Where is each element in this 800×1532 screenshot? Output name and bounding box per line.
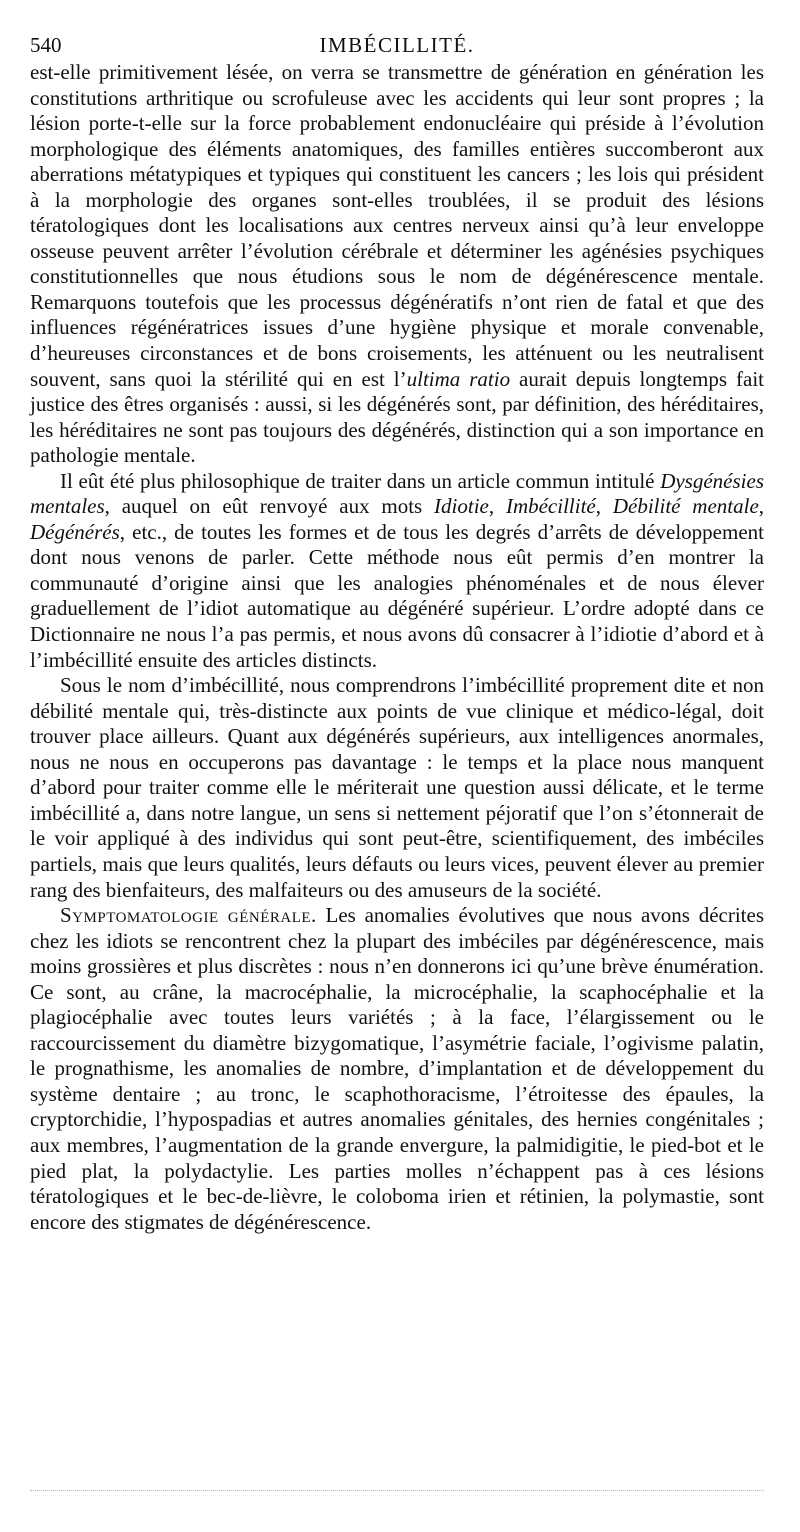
paragraph-symptomatologie — [30, 903, 764, 1235]
book-page — [30, 30, 764, 1235]
italic-imbecillite: Imbécillité — [505, 494, 596, 519]
body-text — [30, 60, 764, 1235]
paragraph-3-text: Sous le nom d’imbécillité, nous comprendrons l’imbécillité proprement dite et non débilité mentale qui, très-distincte aux points de vue clinique et médico-légal, doit trouver place ailleurs. Quant aux dégénérés supérieurs, aux intelligences anormales, nous ne nous en occuperons pas davantage : le temps et la place nous manquent d’abord pour traiter comme elle le mériterait une question aussi délicate, et le terme imbécillité a, dans notre langue, un sens si nettement péjoratif que l’on s’étonnerait de le voir appliqué à des individus qui sont peut-être, scientifiquement, des imbéciles partiels, mais que leurs qualités, leurs défauts ou leurs vices, peuvent élever au premier rang des bienfaiteurs, des malfaiteurs ou des amuseurs de la société. — [30, 673, 764, 902]
italic-dysgenesies: Dysgénésies mentales — [30, 468, 764, 519]
running-title: IMBÉCILLITÉ. — [319, 33, 475, 57]
paragraph-2-text-f: , etc., de toutes les formes et de tous les degrés d’arrêts de développement dont nous venons de parler. Cette méthode nous eût permis d’en montrer la communauté d’origine ainsi que les analogies phénoménales et de nous élever graduellement de l’idiot automatique au dégénéré supérieur. L’ordre adopté dans ce Dictionnaire ne nous l’a pas permis, et nous avons dû consacrer à l’idiotie d’abord et à l’imbécillité ensuite des articles distincts. — [30, 519, 764, 672]
paragraph-dysgenesies — [30, 469, 764, 673]
paragraph-2-text-b: , auquel on eût renvoyé aux mots — [104, 494, 435, 519]
page-number: 540 — [30, 33, 62, 57]
running-head — [30, 30, 764, 60]
italic-idiotie: Idiotie — [434, 494, 489, 519]
paragraph-continuation — [30, 60, 764, 469]
italic-debilite-mentale: Débilité mentale — [612, 494, 759, 519]
paragraph-2-text-e: , — [758, 494, 765, 519]
paragraph-imbecillite — [30, 673, 764, 903]
paragraph-4-text: Les anomalies évolutives que nous avons décrites chez les idiots se rencontrent chez la plupart des imbéciles par dégénérescence, mais moins grossières et plus discrètes : nous n’en donnerons ici qu’une brève énumération. Ce sont, au crâne, la macrocéphalie, la microcéphalie, la scaphocéphalie et la plagiocéphalie avec toutes leurs variétés ; à la face, l’élargissement ou le raccourcissement du diamètre bizygomatique, l’asymétrie faciale, l’ogivisme palatin, le prognathisme, les anomalies de nombre, d’implantation et de développement du système dentaire ; au tronc, le scaphothoracisme, l’étroitesse des épaules, la cryptorchidie, l’hypospadias et autres anomalies génitales, des hernies congénitales ; aux membres, l’augmentation de la grande envergure, la palmidigitie, le pied-bot et le pied plat, la polydactylie. Les parties molles n’échappent pas à ces lésions tératologiques et le bec-de-lièvre, le coloboma irien et rétinien, la polymastie, sont encore des stigmates de dégénérescence. — [30, 903, 764, 1234]
paragraph-1-text-b: aurait depuis longtemps fait justice des êtres organisés : aussi, si les dégénérés sont, par définition, des héréditaires, les héréditaires ne sont pas toujours des dégénérés, distinction qui a son importance en pathologie mentale. — [30, 366, 764, 468]
paragraph-2-text-c: , — [488, 494, 506, 519]
paragraph-2-text-a: Il eût été plus philosophique de traiter dans un article commun intitulé — [60, 468, 661, 493]
bottom-rule — [30, 1490, 764, 1491]
paragraph-2-text-d: , — [595, 494, 613, 519]
section-heading: Symptomatologie générale. — [60, 903, 317, 928]
italic-degeneres: Dégénérés — [30, 519, 120, 544]
italic-ultima-ratio: ultima ratio — [406, 366, 511, 391]
paragraph-1-text-a: est-elle primitivement lésée, on verra se transmettre de génération en génération les constitutions arthritique ou scrofuleuse avec les accidents qui leur sont propres ; la lésion porte-t-elle sur la force probablement endonucléaire qui préside à l’évolution morphologique des éléments anatomiques, des familles entières succomberont aux aberrations métatypiques et typiques qui constituent les cancers ; les lois qui président à la morphologie des organes sont-elles troublées, il se produit des lésions tératologiques dont les localisations aux centres nerveux ainsi qu’à leur enveloppe osseuse peuvent arrêter l’évolution cérébrale et déterminer les agénésies psychiques constitutionnelles que nous étudions sous le nom de dégénérescence mentale. Remarquons toutefois que les processus dégénératifs n’ont rien de fatal et que des influences régénératrices issues d’une hygiène physique et morale convenable, d’heureuses circonstances et de bons croisements, les atténuent ou les neutralisent souvent, sans quoi la stérilité qui en est l’ — [30, 60, 764, 391]
